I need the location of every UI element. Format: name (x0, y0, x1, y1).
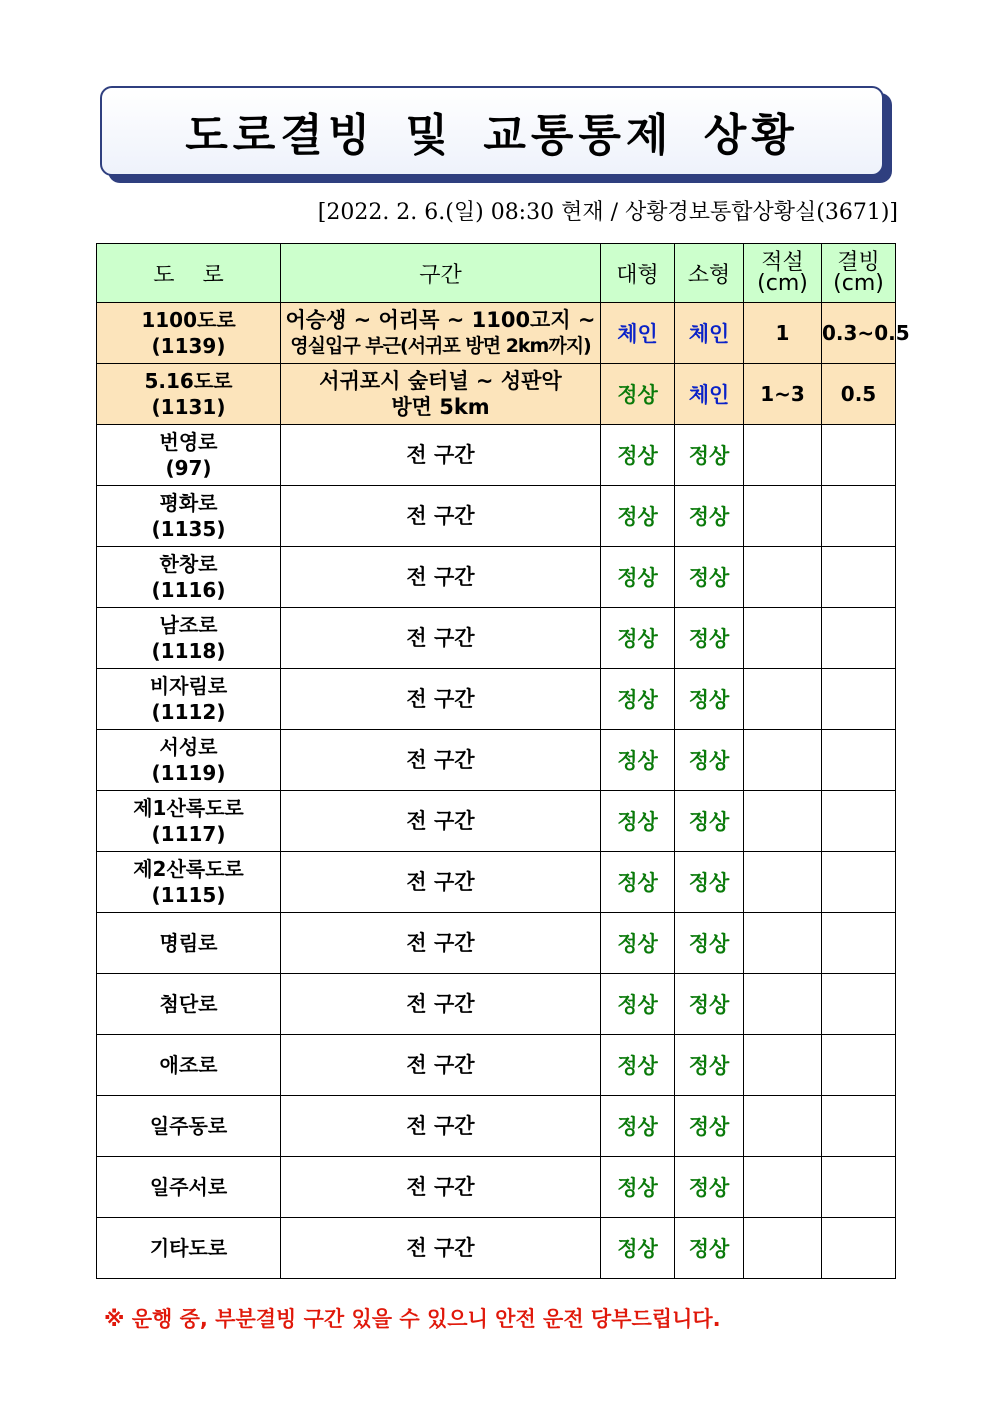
road-name: 번영로 (159, 430, 218, 454)
small-vehicle-status: 정상 (675, 547, 744, 608)
large-vehicle-status: 정상 (601, 730, 675, 791)
road-name-cell (97, 364, 281, 425)
table-row (97, 1035, 896, 1096)
small-vehicle-status: 정상 (675, 608, 744, 669)
snow-depth (744, 1157, 822, 1218)
section-cell (281, 1035, 601, 1096)
ice-depth (822, 974, 896, 1035)
ice-depth (822, 608, 896, 669)
section-text-line2: 영실입구 부근(서귀포 방면 2km까지) (290, 335, 591, 357)
small-vehicle-status: 체인 (675, 364, 744, 425)
table-row (97, 1218, 896, 1279)
road-code: (1131) (151, 395, 226, 419)
large-vehicle-status: 정상 (601, 1157, 675, 1218)
table-row (97, 364, 896, 425)
report-timestamp: [2022. 2. 6.(일) 08:30 현재 / 상황경보통합상황실(3671)] (317, 200, 898, 225)
section-text: 전 구간 (406, 870, 475, 894)
snow-depth: 1~3 (744, 364, 822, 425)
snow-depth (744, 425, 822, 486)
small-vehicle-status: 정상 (675, 974, 744, 1035)
header-ice-label: 결빙 (837, 250, 880, 275)
small-vehicle-status: 정상 (675, 1157, 744, 1218)
large-vehicle-status: 정상 (601, 364, 675, 425)
ice-depth (822, 730, 896, 791)
road-name-cell (97, 1157, 281, 1218)
header-section: 구간 (281, 244, 601, 303)
section-text: 전 구간 (406, 992, 475, 1016)
road-name-cell (97, 730, 281, 791)
road-name-cell (97, 608, 281, 669)
snow-depth (744, 913, 822, 974)
small-vehicle-status: 정상 (675, 1096, 744, 1157)
small-vehicle-status: 정상 (675, 791, 744, 852)
table-body (97, 303, 910, 1279)
ice-depth: 0.3~0.5 (822, 303, 896, 364)
table-row (97, 913, 896, 974)
small-vehicle-status: 정상 (675, 1218, 744, 1279)
road-name: 기타도로 (149, 1236, 228, 1260)
large-vehicle-status: 정상 (601, 791, 675, 852)
road-code: (1112) (151, 700, 226, 724)
snow-depth (744, 852, 822, 913)
section-text: 전 구간 (406, 1053, 475, 1077)
road-name-cell (97, 1096, 281, 1157)
road-name-cell (97, 1218, 281, 1279)
ice-depth (822, 425, 896, 486)
road-name-cell (97, 852, 281, 913)
section-text: 전 구간 (406, 565, 475, 589)
table-row (97, 974, 896, 1035)
road-name: 비자림로 (149, 674, 228, 698)
road-name-cell (97, 486, 281, 547)
snow-depth (744, 1096, 822, 1157)
road-name-cell (97, 425, 281, 486)
road-name: 일주서로 (149, 1175, 228, 1199)
section-cell (281, 669, 601, 730)
large-vehicle-status: 정상 (601, 425, 675, 486)
title-banner (100, 86, 884, 176)
small-vehicle-status: 정상 (675, 730, 744, 791)
road-name-cell (97, 669, 281, 730)
ice-depth (822, 1218, 896, 1279)
road-name: 서성로 (159, 735, 218, 759)
road-code: (97) (165, 456, 212, 480)
section-text: 서귀포시 숲터널 ~ 성판악 (319, 369, 562, 393)
ice-depth (822, 486, 896, 547)
snow-depth (744, 1035, 822, 1096)
section-text: 전 구간 (406, 1236, 475, 1260)
road-name: 한창로 (159, 552, 218, 576)
section-cell (281, 1157, 601, 1218)
road-status-table (96, 243, 910, 1279)
snow-depth (744, 730, 822, 791)
road-name: 명림로 (159, 931, 218, 955)
small-vehicle-status: 정상 (675, 486, 744, 547)
road-name-cell (97, 547, 281, 608)
section-cell (281, 1218, 601, 1279)
header-ice (822, 244, 896, 303)
large-vehicle-status: 정상 (601, 852, 675, 913)
ice-depth (822, 669, 896, 730)
ice-depth (822, 1096, 896, 1157)
large-vehicle-status: 정상 (601, 913, 675, 974)
road-name: 5.16도로 (144, 369, 233, 393)
road-name: 1100도로 (141, 308, 236, 332)
section-text: 전 구간 (406, 931, 475, 955)
large-vehicle-status: 정상 (601, 608, 675, 669)
table-row (97, 669, 896, 730)
large-vehicle-status: 정상 (601, 974, 675, 1035)
road-name-cell (97, 303, 281, 364)
table-row (97, 730, 896, 791)
ice-depth (822, 547, 896, 608)
snow-depth: 1 (744, 303, 822, 364)
snow-depth (744, 791, 822, 852)
small-vehicle-status: 정상 (675, 669, 744, 730)
road-code: (1135) (151, 517, 226, 541)
large-vehicle-status: 정상 (601, 486, 675, 547)
road-name: 남조로 (159, 613, 218, 637)
table-header-row (97, 244, 896, 303)
section-cell (281, 303, 601, 364)
large-vehicle-status: 정상 (601, 1218, 675, 1279)
section-text: 전 구간 (406, 626, 475, 650)
table-row (97, 1096, 896, 1157)
header-ice-unit: (cm) (833, 271, 884, 296)
section-cell (281, 608, 601, 669)
road-name: 일주동로 (149, 1114, 228, 1138)
small-vehicle-status: 정상 (675, 852, 744, 913)
road-code: (1139) (151, 334, 226, 358)
section-text: 어승생 ~ 어리목 ~ 1100고지 ~ (285, 308, 596, 332)
section-text: 전 구간 (406, 504, 475, 528)
road-code: (1119) (151, 761, 226, 785)
table-row (97, 486, 896, 547)
section-cell (281, 547, 601, 608)
page-title: 도로결빙 및 교통통제 상황 (185, 110, 799, 161)
table-row (97, 791, 896, 852)
header-snow (744, 244, 822, 303)
road-name: 애조로 (159, 1053, 218, 1077)
section-cell (281, 425, 601, 486)
table-row (97, 852, 896, 913)
small-vehicle-status: 정상 (675, 425, 744, 486)
snow-depth (744, 1218, 822, 1279)
safety-notice: ※ 운행 중, 부분결빙 구간 있을 수 있으니 안전 운전 당부드립니다. (104, 1307, 721, 1331)
table-row (97, 425, 896, 486)
section-cell (281, 1096, 601, 1157)
table-row (97, 547, 896, 608)
road-code: (1115) (151, 883, 226, 907)
ice-depth (822, 1157, 896, 1218)
road-code: (1116) (151, 578, 226, 602)
large-vehicle-status: 정상 (601, 669, 675, 730)
road-name: 평화로 (159, 491, 218, 515)
section-cell (281, 913, 601, 974)
section-text: 전 구간 (406, 687, 475, 711)
road-name-cell (97, 791, 281, 852)
road-name-cell (97, 974, 281, 1035)
ice-depth (822, 1035, 896, 1096)
ice-depth: 0.5 (822, 364, 896, 425)
section-text-line2: 방면 5km (391, 395, 490, 419)
section-cell (281, 486, 601, 547)
large-vehicle-status: 정상 (601, 547, 675, 608)
table-row (97, 1157, 896, 1218)
ice-depth (822, 913, 896, 974)
snow-depth (744, 669, 822, 730)
small-vehicle-status: 정상 (675, 913, 744, 974)
ice-depth (822, 852, 896, 913)
snow-depth (744, 974, 822, 1035)
small-vehicle-status: 체인 (675, 303, 744, 364)
section-cell (281, 791, 601, 852)
table-row (97, 608, 896, 669)
section-text: 전 구간 (406, 1175, 475, 1199)
road-code: (1117) (151, 822, 226, 846)
section-cell (281, 974, 601, 1035)
road-name: 제2산록도로 (133, 857, 244, 881)
header-snow-unit: (cm) (757, 271, 808, 296)
small-vehicle-status: 정상 (675, 1035, 744, 1096)
header-small-vehicle: 소형 (675, 244, 744, 303)
road-name: 첨단로 (159, 992, 218, 1016)
snow-depth (744, 486, 822, 547)
snow-depth (744, 547, 822, 608)
road-name-cell (97, 1035, 281, 1096)
title-frame (100, 86, 884, 176)
section-text: 전 구간 (406, 748, 475, 772)
header-road: 도 로 (97, 244, 281, 303)
header-snow-label: 적설 (761, 250, 804, 275)
section-text: 전 구간 (406, 1114, 475, 1138)
road-name-cell (97, 913, 281, 974)
large-vehicle-status: 체인 (601, 303, 675, 364)
large-vehicle-status: 정상 (601, 1096, 675, 1157)
header-large-vehicle: 대형 (601, 244, 675, 303)
road-code: (1118) (151, 639, 226, 663)
ice-depth (822, 791, 896, 852)
large-vehicle-status: 정상 (601, 1035, 675, 1096)
table-row (97, 303, 896, 364)
section-cell (281, 364, 601, 425)
section-text: 전 구간 (406, 443, 475, 467)
section-text: 전 구간 (406, 809, 475, 833)
snow-depth (744, 608, 822, 669)
section-cell (281, 730, 601, 791)
section-cell (281, 852, 601, 913)
road-name: 제1산록도로 (133, 796, 244, 820)
